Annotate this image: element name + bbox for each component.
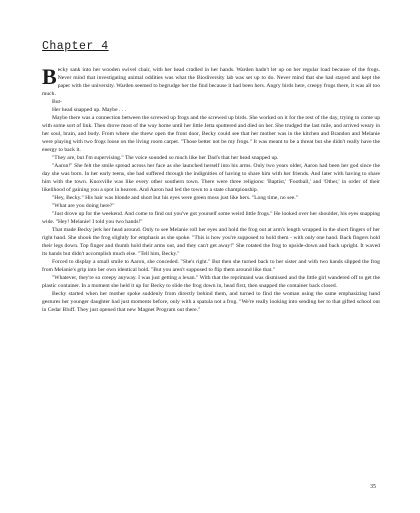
paragraph (42, 66, 380, 98)
paragraph: "Whatever, they're so creepy anyway. I was just getting a lexan." With that the reprimand was dismissed and the little girl wandered off to get the plastic container. In a moment she held it up for Becky to slide the frog down in, head first, then snapped the container back closed. (42, 275, 380, 289)
drop-cap: B (42, 64, 57, 89)
chapter-title: Chapter 4 (42, 40, 109, 53)
paragraph: Forced to display a small smile to Aaron, she conceded. "She's right." But then she turned back to her sister and with two hands slipped the frog from Melanie's grip into her own identical hold. "But you aren't supposed to flip them around like that." (42, 259, 380, 273)
paragraph: Maybe there was a connection between the screwed up frogs and the screwed up birds. She worked on it for the rest of the day, trying to come up with some sort of link. Then drove most of the way home until her little Jetta sputtered and died on her. She trudged the last mile, and arrived weary in her soul, brain, and body. From where she threw open the front door, Becky could see that her mother was in the kitchen and Brandon and Melanie were playing with two frogs loose on the living room carpet. "Those better not be my frogs." It was meant to be a threat but she didn't really have the energy to back it. (42, 115, 380, 153)
page-number: 35 (370, 484, 376, 490)
paragraph: "Hey, Becky." His hair was blonde and short but his eyes were green moss just like hers. "Long time, no see." (52, 195, 298, 201)
paragraph: "They are, but I'm supervising." The voice sounded so much like her Dad's that her head snapped up. (52, 155, 279, 161)
paragraph: That made Becky jerk her head around. Only to see Melanie roll her eyes and hold the frog out at arm's length wrapped in the short fingers of her right hand. She shook the frog slightly for emphasis as she spoke. "This is how you're supposed to hold them - with only one hand. Back fingers hold their legs down. Top finger and thumb hold their arms out, and they can't get away!" She rotated the frog to upside-down and back upright. It waved its hands but didn't accomplish much else. "Tell him, Becky." (42, 227, 380, 257)
paragraph: Her head snapped up. Maybe . . . (52, 107, 126, 113)
chapter-body (42, 66, 380, 314)
paragraph-text: ecky sank into her wooden swivel chair, with her head cradled in her hands. Warden hadn't let up on her regular load because of the frogs. Never mind that investigating animal oddities was what the Biodiversity lab was set up to do. Never mind that she had stayed and kept the paper with the university. Warden seemed to begrudge her the find because it had been hers. Angry birds here, creepy frogs there, it was all too much. (42, 67, 380, 97)
paragraph: But- (52, 99, 62, 105)
paragraph: Becky started when her mother spoke suddenly from directly behind them, and turned to find the woman using the same emphasizing hand gestures her younger daughter had just moments before, only with a spatula not a frog. "We're really looking into sending her to that gifted school out in Cedar Bluff. They just opened that new Magnet Program out there." (42, 291, 380, 313)
paragraph: "Aaron!" She felt the smile spread across her face as she launched herself into his arms. Only two years older, Aaron had been her god since the day she was born. In her early teens, she had suffered through the indignities of having to share him with her friends. And later with having to share him with the town. Knoxville was like every other southern town. There were three religions: 'Baptist,' 'Football,' and 'Other,' in order of their likelihood of gaining you a spot in heaven. And Aaron had led the town to a state championship. (42, 163, 380, 193)
paragraph: "Just drove up for the weekend. And come to find out you've got yourself some weird little frogs." He looked over her shoulder, his eyes snapping wide. "Hey! Melanie! I told you two hands!" (42, 211, 380, 225)
paragraph: "What are you doing here?" (52, 203, 115, 209)
